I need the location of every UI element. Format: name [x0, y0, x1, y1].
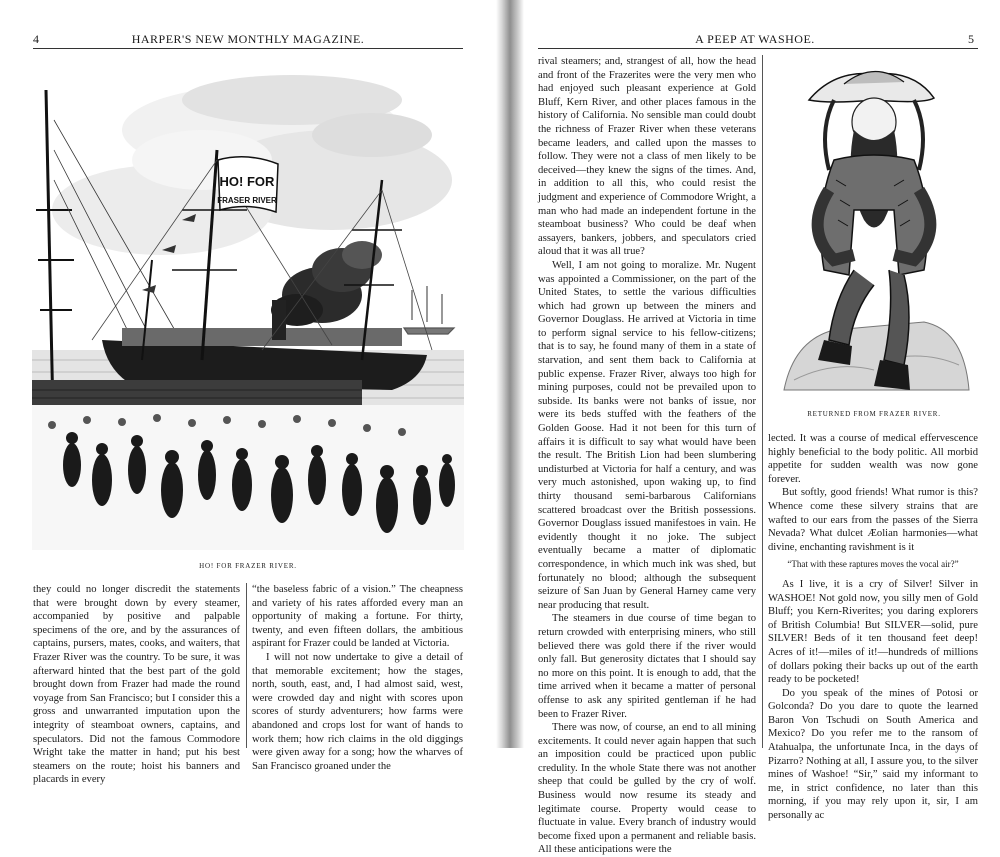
- right-col2-para-1: lected. It was a course of medical effervescence highly beneficial to the body politic. All morbid appetite for sudden wealth was now gone forever.: [768, 433, 978, 485]
- running-head-left: HARPER'S NEW MONTHLY MAGAZINE.: [131, 32, 365, 46]
- left-column-2: [252, 583, 463, 772]
- header-rule-left: [33, 48, 463, 49]
- returned-miner-illustration: [774, 60, 974, 405]
- column-rule-left: [246, 583, 247, 748]
- left-col1-para-1: they could no longer discredit the statements that were brought down by every steamer, accompanied by positive and palpable specimens of the ore, and by the assurances of captains, pursers, mates, cooks, and waiters, that Frazer River was the country. To be sure, it was afterward hinted that the best part of the gold brought down from Frazer had made the round voyage from San Francisco; but I consider this a gross and unwarranted imputation upon the integrity of steamboat owners, captains, and speculators. Did not the famous Commodore Wright take the matter in hand; put his best steamers on the route; hoist his banners and placards in every: [33, 584, 240, 786]
- right-illustration-caption: RETURNED FROM FRAZER RIVER.: [807, 410, 941, 418]
- column-rule-right: [762, 55, 763, 748]
- verse-quote: “That with these raptures moves the vocal air?”: [787, 559, 959, 570]
- running-head-right: A PEEP AT WASHOE.: [695, 32, 815, 46]
- ship-departure-illustration: [32, 60, 464, 555]
- book-gutter: [496, 0, 524, 748]
- right-col1-para-3: The steamers in due course of time began to return crowded with enterprising miners, who still believed there was gold there if the river would only fall. But generosity dictates that I should say no more on this point. It is enough to add, that the time arrived when it became a matter of personal offense to ask any spirited gentleman if he had been to Frazer River.: [538, 613, 756, 720]
- left-col2-para-2: I will not now undertake to give a detail of that memorable excitement; how the stages, north, south, east, and, I had almost said, west, were crowded day and night with scores upon scores of sturdy adventurers; how farms were abandoned and crops lost for want of hands to work them; how rich claims in the old diggings were given away for a song; how the wharves of San Francisco groaned under the: [252, 651, 463, 772]
- left-column-1: [33, 583, 240, 786]
- left-col2-para-1: “the baseless fabric of a vision.” The cheapness and variety of his rates afforded every man an opportunity of making a fortune. For thirty, twenty, and even fifteen dollars, the ambitious aspirant for Frazer could be landed at Victoria.: [252, 584, 463, 650]
- right-col1-para-4: There was now, of course, an end to all mining excitements. It could never again happen that such an imposition could be practiced upon public credulity. In the whole State there was not another sheep that could be gulled by the cry of wolf. Business would now resume its steady and legitimate course. Property would cease to fluctuate in value. Every branch of industry would become fixed upon a permanent and reliable basis. All these anticipations were the: [538, 722, 756, 856]
- right-page: [524, 0, 1000, 856]
- left-illustration-caption: HO! FOR FRAZER RIVER.: [199, 562, 297, 570]
- page-number-left: 4: [33, 32, 40, 46]
- right-col1-para-1: rival steamers; and, strangest of all, how the head and front of the Frazerites were the very men who had enjoyed such pleasant experience at Gold Bluff, Kern River, and other places famous in the history of California. No sensible man could doubt the richness of Frazer River when these veterans became leaders, and called upon the masses to follow. They were not a class of men likely to be deceived—they knew the signs of the times. And, in addition to all this, who could resist the judgment and experience of Commodore Wright, a man who had made an independent fortune in the steamboat business? Who could be deaf when assayers, bankers, jobbers, and speculators cried aloud that it was all true?: [538, 56, 756, 258]
- right-col1-para-2: Well, I am not going to moralize. Mr. Nugent was appointed a Commissioner, on the part of the United States, to settle the various difficulties which had grown up between the miners and Governor Douglass. He arrived at Victoria in time to perform signal service to his fellow-citizens; that is to say, he found many of them in a state of starvation, and sent them back to California at public expense. Frazer River, always too high for mining purposes, could not be prevailed upon to subside. Its banks were not banks of issue, nor were its beds stuffed with the feathers of the Golden Goose. Had it not been for this turn of affairs it is difficult to say what would have been the result. The British Lion had been slumbering undisturbed at Victoria for half a century, and was very much astonished, upon waking up, to find thirty thousand semi-barbarous Californians scattered broadcast over the British possessions. Governor Douglass issued manifestoes in vain. He evidently thought it no joke. The subject eventually became a matter of diplomatic correspondence, in which much ink was shed, but fortunately no blood; although the subsequent seizure of San Juan by General Harney came very near producing that result.: [538, 259, 756, 611]
- left-page: [0, 0, 496, 786]
- flag-text-line2: FRASER RIVER: [217, 196, 277, 205]
- header-rule-right: [538, 48, 978, 49]
- right-col2-para-5: Do you speak of the mines of Potosi or Golconda? Do you dare to quote the learned Baron Von Tschudi on South America and Mexico? Do you refer me to the ransom of Atahualpa, the unfortunate Inca, in the days of Pizarro? Nothing at all, I assure you, to the silver mines of Washoe! “Sir,” said my informant to me, in strict confidence, no later than this morning, if you may rely upon it, sir, I am personally ac: [768, 687, 978, 822]
- right-col2-para-4: As I live, it is a cry of Silver! Silver in WASHOE! Not gold now, you silly men of Gold Bluff; you Kern-Riverites; you daring explorers of British Columbia! But SILVER—solid, pure SILVER! Beds of it ten thousand feet deep! Acres of it!—miles of it!—hundreds of millions of dollars poking their backs up out of the earth ready to be pocketed!: [768, 578, 978, 686]
- right-column-2: [768, 432, 978, 822]
- page-number-right: 5: [968, 32, 975, 46]
- flag-text-line1: HO! FOR: [219, 174, 275, 189]
- right-column-1: [538, 55, 756, 856]
- right-col2-para-2: But softly, good friends! What rumor is this? Whence come these silvery strains that are wafted to our ears from the passes of the Sierra Nevada? What dulcet Æolian harmonies—what divine, enchanting ravishment is it: [768, 487, 978, 553]
